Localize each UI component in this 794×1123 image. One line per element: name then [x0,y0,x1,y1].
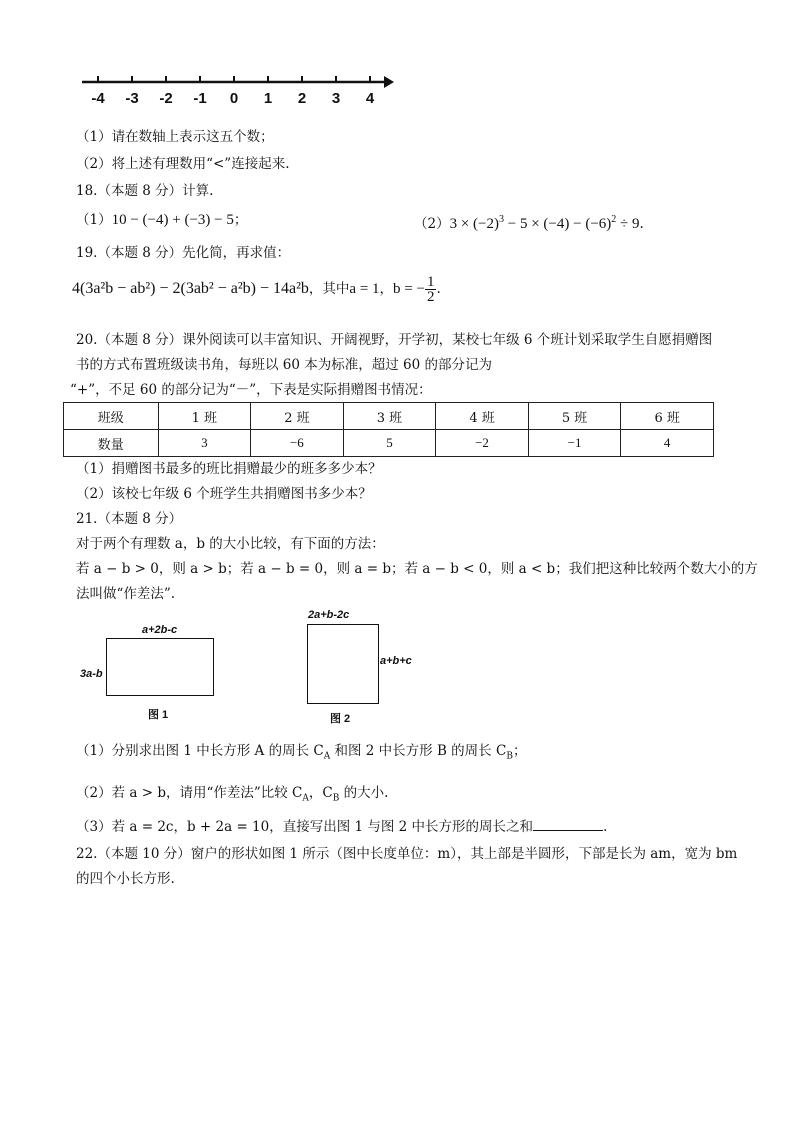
table-cell: 4 班 [436,403,529,430]
q19-b-den: 2 [426,289,435,305]
table-cell: 4 [621,430,714,457]
q21-rule2: 法叫做“作差法”. [76,586,176,602]
number-line-label: 3 [331,90,341,107]
q21-part1-end: ； [512,743,527,759]
q20-part1: （1）捐赠图书最多的班比捐赠最少的班多多少本？ [76,461,382,477]
q20-line3: “+”，不足 60 的部分记为“－”，下表是实际捐赠图书情况： [70,382,432,398]
q21-part2-sub-b: B [332,793,340,804]
number-line-label: -3 [125,90,139,107]
q18-part2-expr-a: 3 × (−2) [449,216,500,232]
figure-1-left-label: 3a-b [80,668,103,680]
q21-part3-end: . [603,819,608,835]
q20-line1: 20.（本题 8 分）课外阅读可以丰富知识、开阔视野，开学初，某校七年级 6 个班计划采取学生自愿捐赠图 [76,332,713,348]
donation-table [63,402,714,457]
q18-part1-end: ； [233,212,248,228]
table-cell: 班级 [64,403,159,430]
answer-blank[interactable] [533,818,603,831]
q18-part1-expr: 10 − (−4) + (−3) − 5 [111,212,234,228]
figure-2-right-label: a+b+c [380,655,412,667]
number-line-label: 0 [229,90,239,107]
table-cell: 2 班 [251,403,344,430]
q19-header: 19.（本题 8 分）先化简，再求值： [76,245,291,261]
number-line-label: 4 [365,90,375,107]
table-cell: 3 班 [343,403,436,430]
table-cell: 1 班 [158,403,251,430]
number-line-label: 1 [263,90,273,107]
q19-b-lhs: b = − [393,281,425,297]
q21-part1-text: （1）分别求出图 1 中长方形 A 的周长 C [76,743,324,759]
q21-part3-text: （3）若 a = 2c，b + 2a = 10，直接写出图 1 与图 2 中长方形的周长之和 [76,819,534,835]
figure-2-rectangle [307,624,379,704]
table-cell: 数量 [64,430,159,457]
number-line-label: -1 [193,90,207,107]
q18-part1 [76,211,247,229]
table-cell: 5 [343,430,436,457]
q21-part2-text: （2）若 a > b，请用“作差法”比较 C [76,785,303,801]
q18-part1-label: （1） [76,212,112,228]
number-line-label: 2 [297,90,307,107]
table-cell: 6 班 [621,403,714,430]
q21-part1-sub-a: A [323,751,331,762]
q18-part2-expr-b: − 5 × (−4) − (−6) [504,216,612,232]
q18-part2-expr-c: ÷ 9 [616,216,640,232]
q21-rule1: 若 a − b > 0，则 a > b；若 a − b = 0，则 a = b；若 a − b < 0，则 a < b；我们把这种比较两个数大小的方 [76,561,758,577]
table-header-row [64,403,714,430]
figure-2-caption: 图 2 [330,713,351,725]
q19-b-num: 1 [426,274,435,290]
q18-part2 [414,211,644,233]
figure-1-caption: 图 1 [148,709,169,721]
q18-header: 18.（本题 8 分）计算. [76,183,214,199]
q17-part1: （1）请在数轴上表示这五个数； [76,129,274,145]
number-line-label: -2 [159,90,173,107]
table-cell: −2 [436,430,529,457]
q21-part1-mid: 和图 2 中长方形 B 的周长 C [330,743,507,759]
q21-intro: 对于两个有理数 a，b 的大小比较，有下面的方法： [76,536,385,552]
q21-part3 [76,818,607,836]
figure-1-top-label: a+2b-c [142,624,178,636]
table-cell: −1 [528,430,621,457]
q20-part2: （2）该校七年级 6 个班学生共捐赠图书多少本？ [76,486,372,502]
q19-sep: ， [379,281,394,297]
number-line-arrow [384,76,394,88]
q19-cond-text: ，其中 [308,281,350,297]
q19-a-cond: a = 1 [349,281,380,297]
q19-expression-line [72,274,441,304]
table-cell: 5 班 [528,403,621,430]
table-row [64,430,714,457]
q17-part2: （2）将上述有理数用“<”连接起来. [76,156,290,172]
q19-end: . [436,281,441,297]
figure-2-top-label: 2a+b-2c [308,609,350,621]
q22-line2: 的四个小长方形. [76,871,175,887]
table-cell: 3 [158,430,251,457]
q18-part2-exp1: 3 [499,214,505,225]
q21-part1 [76,742,526,766]
q22-line1: 22.（本题 10 分）窗户的形状如图 1 所示（图中长度单位：m），其上部是半圆形，下部是长为 am，宽为 bm [76,846,738,862]
q21-part2 [76,784,388,808]
q20-line2: 书的方式布置班级读书角，每班以 60 本为标准，超过 60 的部分记为 [76,357,493,373]
table-cell: −6 [251,430,344,457]
q18-part2-exp2: 2 [611,214,617,225]
q21-part2-mid: ，C [308,785,333,801]
q21-part2-sub-a: A [302,793,309,804]
q21-header: 21.（本题 8 分） [76,511,183,527]
q19-b-fraction [425,275,437,304]
number-line-label: -4 [91,90,105,107]
q19-expression: 4(3a²b − ab²) − 2(3ab² − a²b) − 14a²b [72,280,309,297]
q21-part2-end: 的大小. [339,785,389,801]
figure-1-rectangle [106,638,214,696]
q18-part2-label: （2） [414,216,450,232]
q18-part2-end: . [639,216,644,232]
q21-part1-sub-b: B [506,751,513,762]
